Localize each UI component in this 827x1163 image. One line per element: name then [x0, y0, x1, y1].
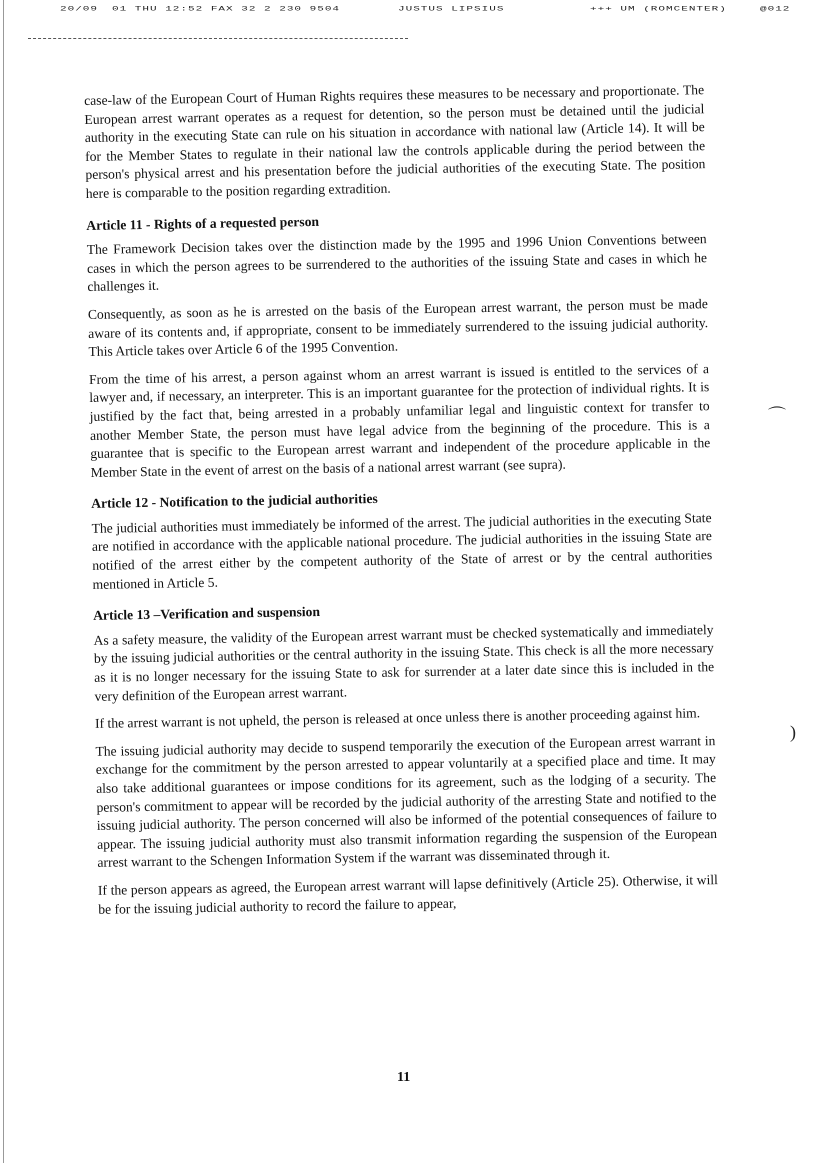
article-13-heading: Article 13 –Verification and suspension: [93, 604, 321, 624]
article-11-paragraph: From the time of his arrest, a person against whom an arrest warrant is issued is entitled to the services of a lawyer and, if necessary, an interpreter. This is an important guarantee for the protection of individual rights. It is justified by the fact that, being arrested in a probably unfamiliar legal and linguistic context for transfer to another Member State, the person must have legal advice from the beginning of the procedure. This is a guarantee that is specific to the European arrest warrant and independent of the procedure applicable in the Member State in the event of arrest on the basis of a national arrest warrant (see supra).: [88, 360, 711, 480]
fax-day-time: 01 THU 12:52 FAX 32 2 230 9504: [112, 6, 341, 13]
article-13-paragraph: If the arrest warrant is not upheld, the person is released at once unless there is another proceeding against him.: [94, 705, 701, 732]
article-12-paragraph: The judicial authorities must immediately be informed of the arrest. The judicial authorities in the executing State are notified in accordance with the applicable national procedure. The judicial authorities in the issuing State are notified of the arrest either by the competent authority of the State of arrest or by the central authorities mentioned in Article 5.: [91, 509, 713, 592]
fax-header: [0, 0, 827, 20]
fax-receiver: +++ UM (ROMCENTER): [590, 6, 727, 13]
article-11-heading: Article 11 - Rights of a requested person: [86, 213, 320, 233]
article-11-paragraph: Consequently, as soon as he is arrested on the basis of the European arrest warrant, the person must be made aware of its contents and, if appropriate, consent to be immediately surrendered to the issuing judicial authority. This Article takes over Article 6 of the 1995 Convention.: [87, 296, 709, 360]
page-number: 11: [397, 1070, 411, 1085]
article-13-paragraph: If the person appears as agreed, the European arrest warrant will lapse definitively (Article 25). Otherwise, it will be for the issuing judicial authority to record the failure to appear,: [97, 872, 718, 917]
article-13-paragraph: As a safety measure, the validity of the European arrest warrant must be checked systematically and immediately by the issuing judicial authorities or the central authority in the issuing State. This check is all the more necessary as it is no longer necessary for the issuing State to ask for surrender at a later date since this is included in the very definition of the European arrest warrant.: [93, 621, 715, 704]
fax-divider: [28, 38, 408, 39]
article-12-heading: Article 12 - Notification to the judicial authorities: [91, 491, 378, 512]
fax-date: 20/09: [60, 6, 99, 13]
article-13-paragraph: The issuing judicial authority may decide to suspend temporarily the execution of the European arrest warrant in exchange for the commitment by the person arrested to appear voluntarily at a specified place and time. It may also take additional guarantees or impose conditions for its agreement, such as the lodging of a security. The person's commitment to appear will be recorded by the judicial authority of the arresting State and notified to the issuing judicial authority. The person concerned will also be informed of the potential consequences of failure to appear. The issuing judicial authority must also transmit information regarding the suspension of the European arrest warrant to the Schengen Information System if the warrant was disseminated through it.: [95, 732, 718, 871]
margin-paren-mark: ): [790, 722, 796, 742]
scan-edge-line: [3, 0, 4, 1163]
article-11-paragraph: The Framework Decision takes over the distinction made by the 1995 and 1996 Union Conventions between cases in which the person agrees to be surrendered to the authorities of the issuing State and cases in which he challenges it.: [86, 231, 708, 295]
fax-sender: JUSTUS LIPSIUS: [398, 6, 505, 13]
intro-paragraph: case-law of the European Court of Human Rights requires these measures to be necessary and proportionate. The European arrest warrant operates as a request for detention, so the person must be detained until the judicial authority in the executing State can rule on his situation in accordance with national law (Article 14). It will be for the Member States to regulate in their national law the controls applicable during the period between the person's physical arrest and his presentation before the judicial authorities of the executing State. The position here is comparable to the position regarding extradition.: [84, 82, 706, 201]
margin-bracket-mark: ⌒: [768, 406, 786, 426]
document-body: [84, 81, 718, 928]
fax-page-ref: @012: [760, 6, 791, 13]
